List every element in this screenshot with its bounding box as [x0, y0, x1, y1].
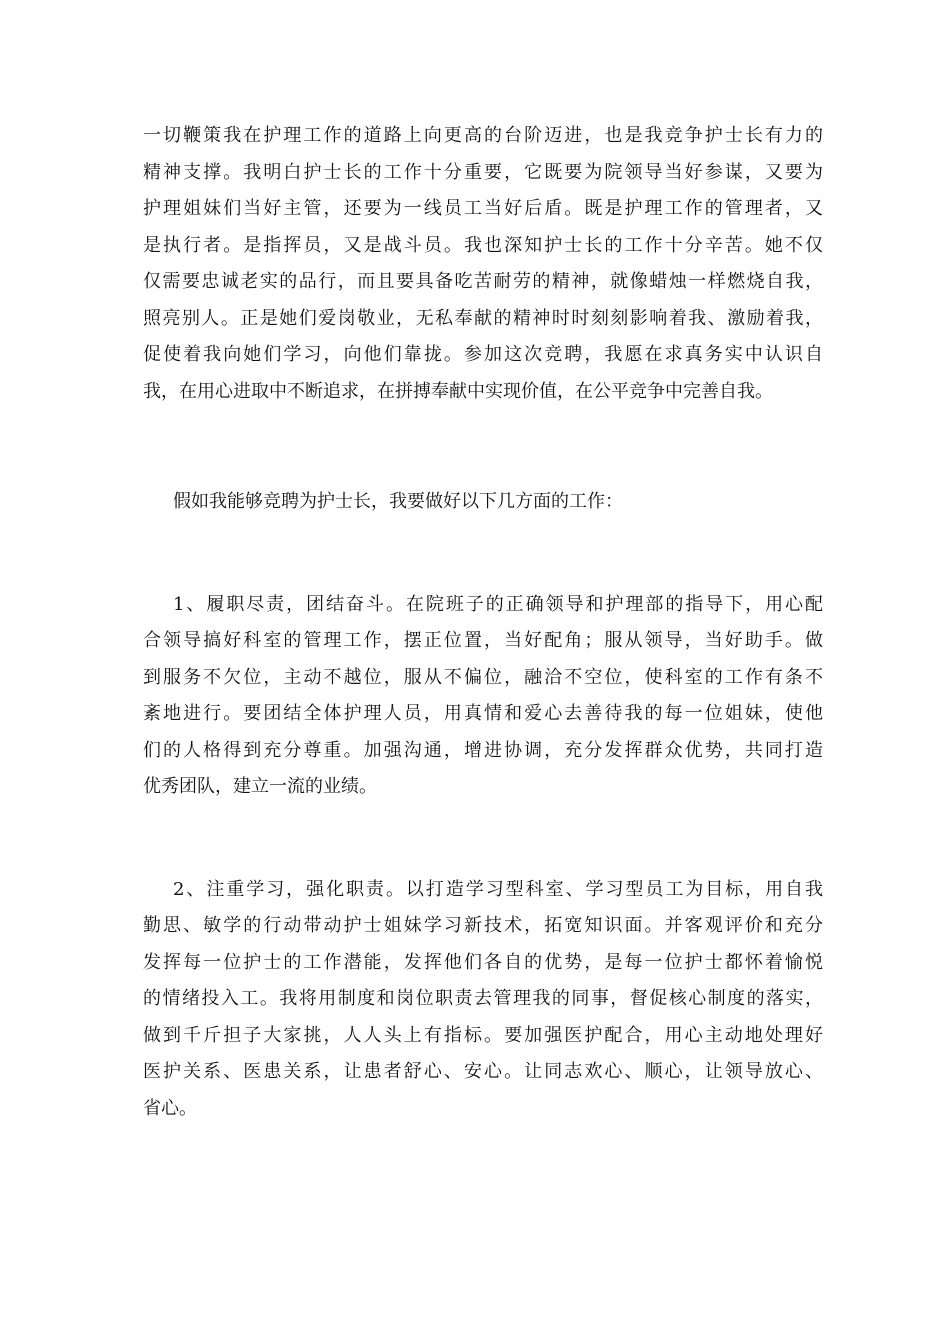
text-line: 仅需要忠诚老实的品行，而且要具备吃苦耐劳的精神，就像蜡烛一样燃烧自我， [143, 271, 823, 292]
text-line: 2、注重学习，强化职责。以打造学习型科室、学习型员工为目标，用自我 [173, 879, 823, 900]
text-line: 假如我能够竞聘为护士长，我要做好以下几方面的工作： [173, 491, 623, 512]
text-line: 精神支撑。我明白护士长的工作十分重要，它既要为院领导当好参谋，又要为 [143, 162, 823, 183]
text-line: 勤思、敏学的行动带动护士姐妹学习新技术，拓宽知识面。并客观评价和充分 [143, 915, 823, 936]
text-line: 做到千斤担子大家挑，人人头上有指标。要加强医护配合，用心主动地处理好 [143, 1025, 823, 1046]
text-line: 发挥每一位护士的工作潜能，发挥他们各自的优势，是每一位护士都怀着愉悦 [143, 952, 823, 973]
text-line: 紊地进行。要团结全体护理人员，用真情和爱心去善待我的每一位姐妹，使他 [143, 703, 823, 724]
text-line: 是执行者。是指挥员，又是战斗员。我也深知护士长的工作十分辛苦。她不仅 [143, 235, 823, 256]
text-line: 照亮别人。正是她们爱岗敬业，无私奉献的精神时时刻刻影响着我、激励着我， [143, 308, 823, 329]
text-line: 促使着我向她们学习，向他们靠拢。参加这次竞聘，我愿在求真务实中认识自 [143, 344, 823, 365]
text-line: 合领导搞好科室的管理工作，摆正位置，当好配角；服从领导，当好助手。做 [143, 630, 823, 651]
text-line: 护理姐妹们当好主管，还要为一线员工当好后盾。既是护理工作的管理者，又 [143, 198, 823, 219]
text-line: 优秀团队，建立一流的业绩。 [143, 776, 377, 797]
text-line: 一切鞭策我在护理工作的道路上向更高的台阶迈进，也是我竞争护士长有力的 [143, 125, 823, 146]
text-line: 们的人格得到充分尊重。加强沟通，增进协调，充分发挥群众优势，共同打造 [143, 740, 823, 761]
text-line: 的情绪投入工。我将用制度和岗位职责去管理我的同事，督促核心制度的落实， [143, 988, 823, 1009]
text-line: 1、履职尽责，团结奋斗。在院班子的正确领导和护理部的指导下，用心配 [173, 594, 823, 615]
text-line: 医护关系、医患关系，让患者舒心、安心。让同志欢心、顺心，让领导放心、 [143, 1061, 823, 1082]
text-line: 省心。 [143, 1098, 197, 1119]
text-line: 到服务不欠位，主动不越位，服从不偏位，融洽不空位，使科室的工作有条不 [143, 667, 823, 688]
text-line: 我，在用心进取中不断追求，在拼搏奉献中实现价值，在公平竞争中完善自我。 [143, 381, 773, 402]
